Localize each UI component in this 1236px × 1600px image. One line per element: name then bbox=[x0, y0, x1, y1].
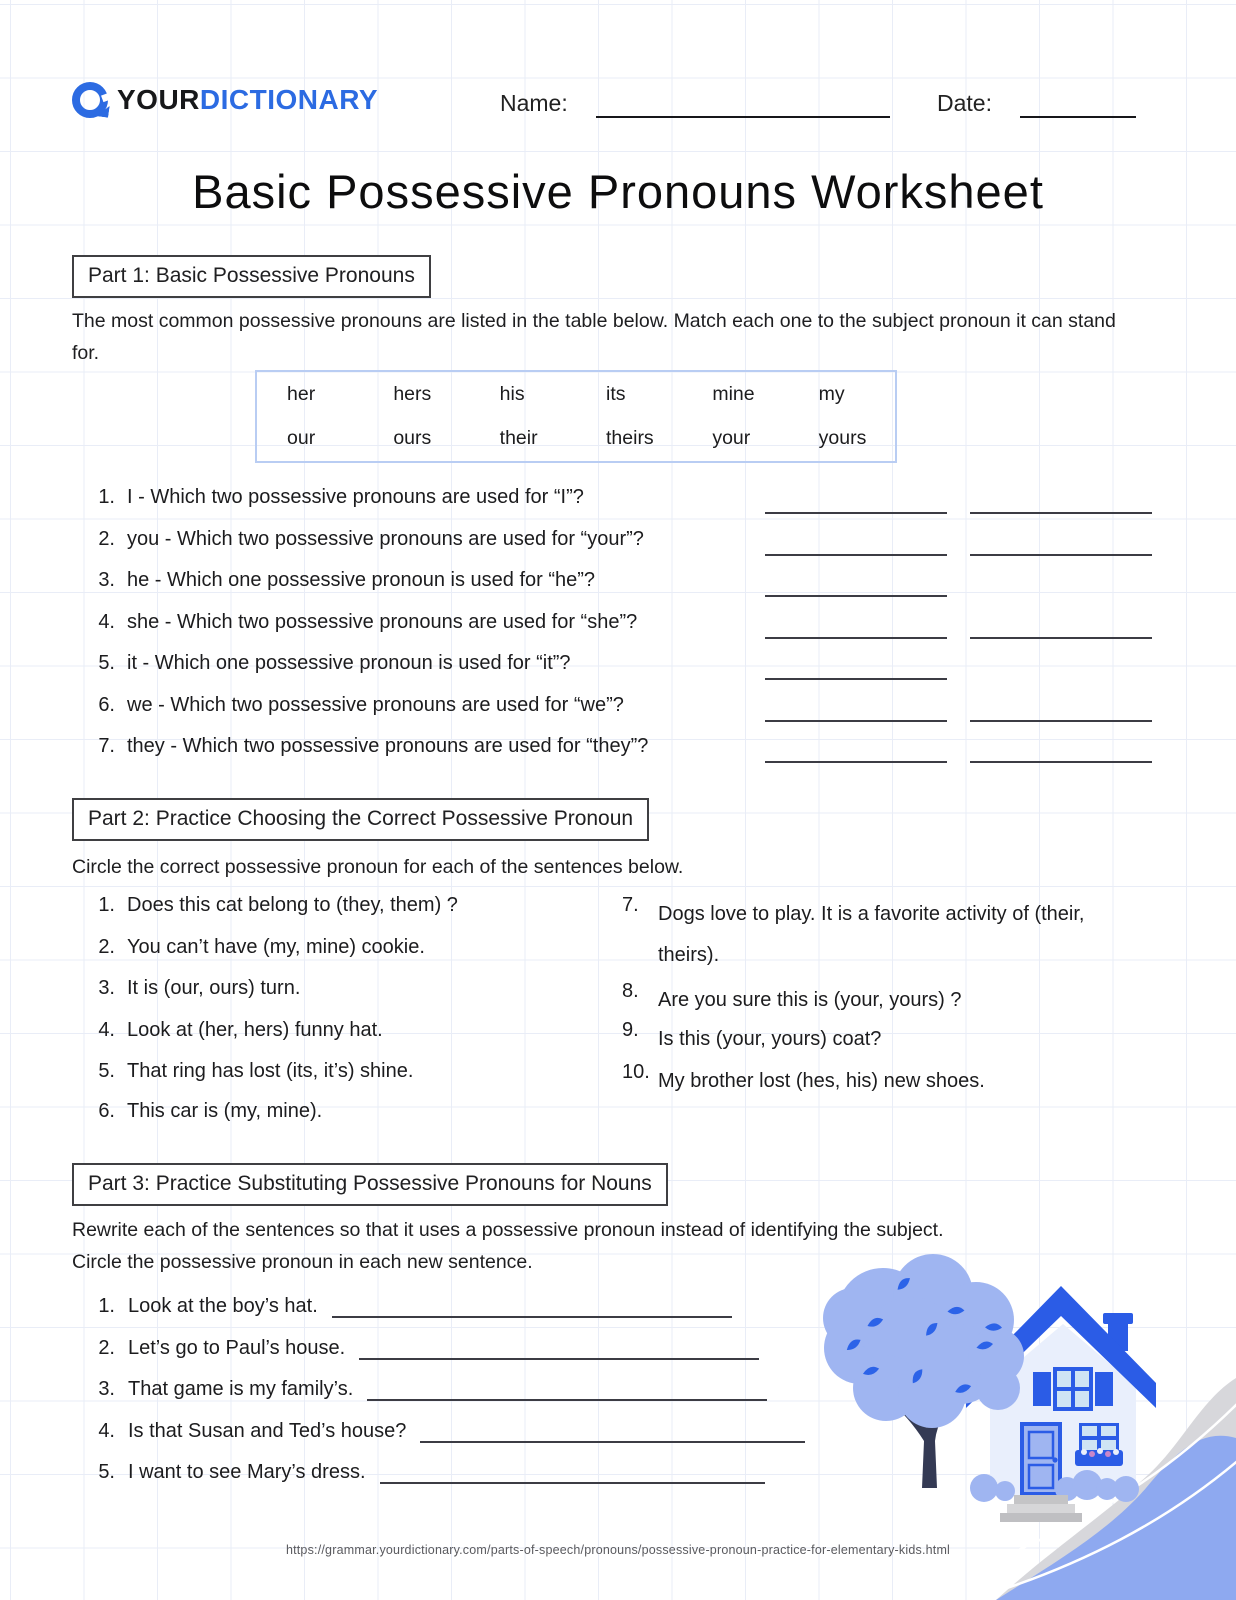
answer-blank-1[interactable] bbox=[765, 524, 947, 556]
item-text: Look at (her, hers) funny hat. bbox=[127, 1019, 383, 1041]
question-number: 4. bbox=[98, 611, 115, 633]
answer-blank-1[interactable] bbox=[765, 607, 947, 639]
question-number: 2. bbox=[98, 528, 115, 550]
question-number: 5. bbox=[98, 652, 115, 674]
answer-blank-2[interactable] bbox=[970, 482, 1152, 514]
answer-blank-2[interactable] bbox=[970, 731, 1152, 763]
item-text: That ring has lost (its, it’s) shine. bbox=[127, 1060, 414, 1082]
item-number: 4. bbox=[98, 1019, 115, 1041]
pronoun-cell: mine bbox=[712, 382, 755, 405]
rewrite-blank-line[interactable] bbox=[332, 1292, 732, 1318]
name-blank-line[interactable] bbox=[596, 90, 890, 118]
part1-question-row bbox=[0, 652, 1236, 686]
pronoun-cell: ours bbox=[393, 427, 432, 450]
name-label: Name: bbox=[500, 90, 568, 116]
source-url-link[interactable]: https://grammar.yourdictionary.com/parts-of-speech/pronouns/possessive-pronoun-practice-for-elementary-kids.html bbox=[285, 1543, 951, 1557]
item-text: I want to see Mary’s dress. bbox=[128, 1461, 366, 1483]
pronoun-cell: hers bbox=[393, 382, 432, 405]
answer-blank-2[interactable] bbox=[970, 690, 1152, 722]
rewrite-blank-line[interactable] bbox=[420, 1417, 805, 1443]
yourdictionary-logo bbox=[72, 82, 378, 118]
part1-heading: Part 1: Basic Possessive Pronouns bbox=[72, 255, 431, 298]
rewrite-blank-line[interactable] bbox=[380, 1458, 765, 1484]
part1-question-row bbox=[0, 694, 1236, 728]
answer-blank-1[interactable] bbox=[765, 648, 947, 680]
item-text: Are you sure this is (your, yours) ? bbox=[658, 989, 962, 1011]
question-text: she - Which two possessive pronouns are used for “she”? bbox=[127, 611, 638, 633]
footer-source-url bbox=[0, 1543, 1236, 1557]
item-text: Is this (your, yours) coat? bbox=[658, 1028, 882, 1050]
question-text: he - Which one possessive pronoun is used for “he”? bbox=[127, 569, 596, 591]
item-number: 3. bbox=[98, 1378, 115, 1400]
answer-blank-1[interactable] bbox=[765, 565, 947, 597]
item-number: 1. bbox=[98, 894, 115, 916]
pronoun-cell: yours bbox=[818, 427, 867, 450]
logo-gap-shape bbox=[101, 93, 111, 102]
question-number: 1. bbox=[98, 486, 115, 508]
pronoun-cell: its bbox=[606, 382, 626, 405]
item-text: Is that Susan and Ted’s house? bbox=[128, 1420, 407, 1442]
part2-heading-box bbox=[72, 798, 649, 841]
question-text: you - Which two possessive pronouns are used for “your”? bbox=[127, 528, 644, 550]
item-number: 3. bbox=[98, 977, 115, 999]
part3-heading-box bbox=[72, 1163, 668, 1206]
part1-question-row bbox=[0, 528, 1236, 562]
answer-blank-2[interactable] bbox=[970, 524, 1152, 556]
part3-instructions-line1: Rewrite each of the sentences so that it uses a possessive pronoun instead of identifying the subject. bbox=[72, 1219, 944, 1241]
part1-question-row bbox=[0, 569, 1236, 603]
question-number: 3. bbox=[98, 569, 115, 591]
item-number: 5. bbox=[98, 1461, 115, 1483]
part3-item bbox=[72, 1288, 732, 1318]
part3-item bbox=[72, 1454, 765, 1484]
item-text: Let’s go to Paul’s house. bbox=[128, 1337, 346, 1359]
part1-heading-box bbox=[72, 255, 431, 298]
pronoun-cell: her bbox=[287, 382, 316, 405]
part3-heading: Part 3: Practice Substituting Possessive Pronouns for Nouns bbox=[72, 1163, 668, 1206]
item-number: 2. bbox=[98, 936, 115, 958]
answer-blank-2[interactable] bbox=[970, 607, 1152, 639]
item-number: 10. bbox=[622, 1061, 650, 1083]
item-number: 7. bbox=[622, 894, 639, 916]
question-text: it - Which one possessive pronoun is used for “it”? bbox=[127, 652, 571, 674]
item-number: 1. bbox=[98, 1295, 115, 1317]
question-number: 6. bbox=[98, 694, 115, 716]
item-text: This car is (my, mine). bbox=[127, 1100, 323, 1122]
logo-word-dictionary: DICTIONARY bbox=[199, 84, 379, 115]
item-text: You can’t have (my, mine) cookie. bbox=[127, 936, 425, 958]
pronoun-cell: his bbox=[499, 382, 525, 405]
pronoun-cell: our bbox=[287, 427, 316, 450]
pronoun-cell: theirs bbox=[606, 427, 654, 450]
date-blank-line[interactable] bbox=[1020, 90, 1136, 118]
rewrite-blank-line[interactable] bbox=[367, 1375, 767, 1401]
answer-blank-1[interactable] bbox=[765, 482, 947, 514]
part3-item bbox=[72, 1413, 805, 1443]
part3-instructions-line2: Circle the possessive pronoun in each new sentence. bbox=[72, 1251, 533, 1273]
part1-question-row bbox=[0, 735, 1236, 769]
item-number: 6. bbox=[98, 1100, 115, 1122]
rewrite-blank-line[interactable] bbox=[359, 1334, 759, 1360]
logo-word-your: YOUR bbox=[117, 84, 200, 115]
item-text: That game is my family’s. bbox=[128, 1378, 354, 1400]
item-number: 9. bbox=[622, 1019, 639, 1041]
item-text: It is (our, ours) turn. bbox=[127, 977, 301, 999]
question-text: we - Which two possessive pronouns are used for “we”? bbox=[127, 694, 624, 716]
item-text: Dogs love to play. It is a favorite activity of (their, theirs). bbox=[658, 903, 1085, 967]
magnifier-q-icon bbox=[72, 82, 108, 118]
house-and-tree-illustration bbox=[808, 1236, 1160, 1528]
item-text: Look at the boy’s hat. bbox=[128, 1295, 318, 1317]
date-label: Date: bbox=[937, 90, 992, 116]
part1-question-row bbox=[0, 486, 1236, 520]
question-text: they - Which two possessive pronouns are used for “they”? bbox=[127, 735, 649, 757]
logo-wordmark bbox=[117, 84, 378, 116]
part2-heading: Part 2: Practice Choosing the Correct Possessive Pronoun bbox=[72, 798, 649, 841]
part3-item bbox=[72, 1371, 767, 1401]
item-number: 4. bbox=[98, 1420, 115, 1442]
part3-item bbox=[72, 1330, 759, 1360]
question-number: 7. bbox=[98, 735, 115, 757]
item-text: Does this cat belong to (they, them) ? bbox=[127, 894, 458, 916]
answer-blank-1[interactable] bbox=[765, 690, 947, 722]
pronoun-word-bank-table bbox=[255, 370, 897, 463]
pronoun-cell: my bbox=[818, 382, 845, 405]
question-text: I - Which two possessive pronouns are used for “I”? bbox=[127, 486, 584, 508]
item-text: My brother lost (hes, his) new shoes. bbox=[658, 1070, 985, 1092]
part2-instructions: Circle the correct possessive pronoun for each of the sentences below. bbox=[72, 856, 684, 878]
item-number: 2. bbox=[98, 1337, 115, 1359]
item-number: 8. bbox=[622, 980, 639, 1002]
pronoun-cell: their bbox=[499, 427, 538, 450]
pronoun-cell: your bbox=[712, 427, 751, 450]
page-title: Basic Possessive Pronouns Worksheet bbox=[192, 165, 1044, 218]
answer-blank-1[interactable] bbox=[765, 731, 947, 763]
part1-instructions: The most common possessive pronouns are listed in the table below. Match each one to the subject pronoun it can stand for. bbox=[72, 310, 1116, 364]
item-number: 5. bbox=[98, 1060, 115, 1082]
part1-question-row bbox=[0, 611, 1236, 645]
